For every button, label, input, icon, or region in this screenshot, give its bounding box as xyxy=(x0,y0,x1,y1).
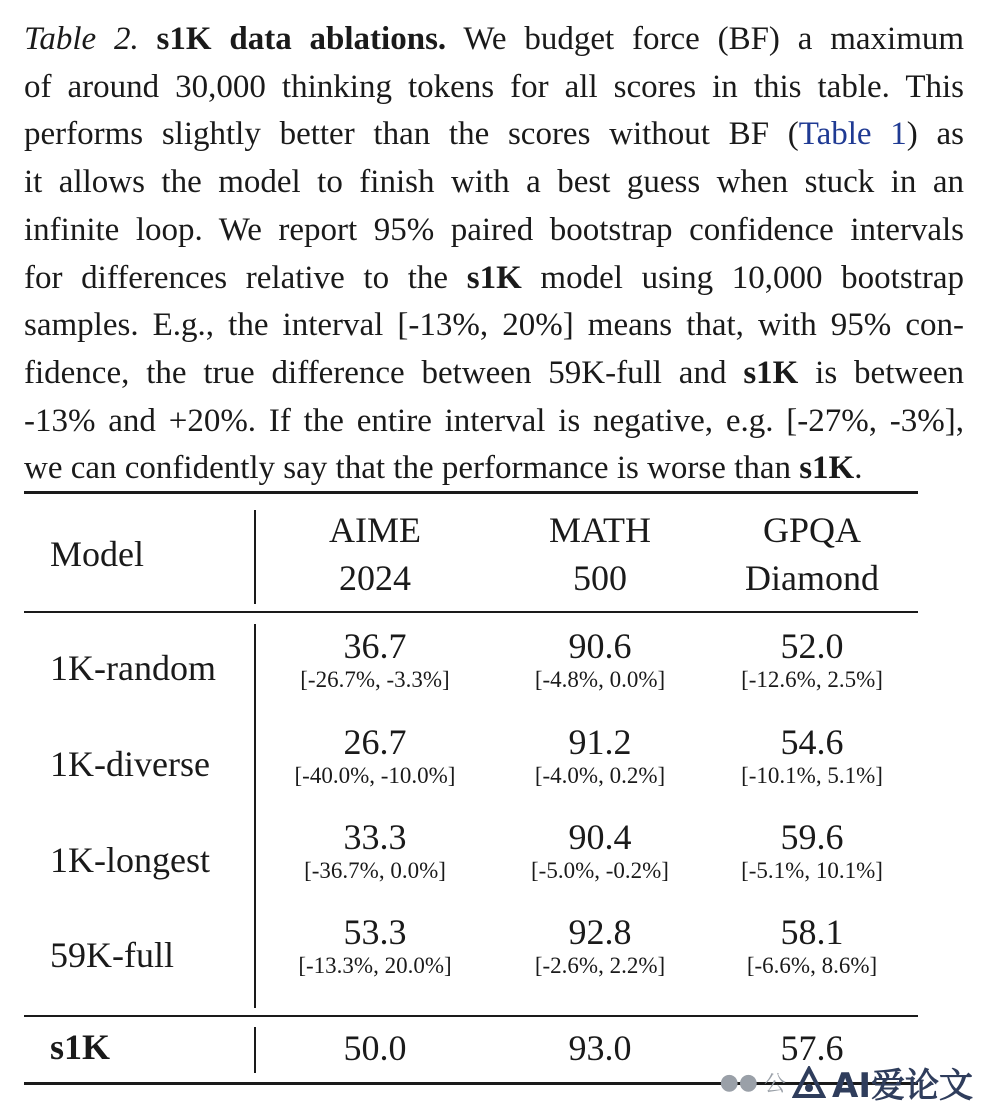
mid-rule xyxy=(24,1015,918,1017)
column-divider xyxy=(254,1027,256,1073)
score-value: 54.6 xyxy=(780,722,844,762)
score-value: 90.6 xyxy=(568,626,632,666)
confidence-interval: [-5.1%, 10.1%] xyxy=(741,858,883,883)
table-cell xyxy=(275,912,475,980)
confidence-interval: [-4.8%, 0.0%] xyxy=(534,667,666,692)
score-value: 36.7 xyxy=(343,626,407,666)
table-cell xyxy=(712,912,912,980)
table-cell xyxy=(275,817,475,885)
table-cell xyxy=(712,626,912,694)
confidence-interval: [-6.6%, 8.6%] xyxy=(746,953,878,978)
header-aime-line2: 2024 xyxy=(339,558,411,598)
column-divider xyxy=(254,624,256,1008)
score-value: 33.3 xyxy=(343,817,407,857)
score-value: 50.0 xyxy=(343,1028,407,1068)
caption-text: We budget force (BF) a maximum xyxy=(446,21,965,57)
header-gpqa xyxy=(712,506,912,602)
confidence-interval: [-4.0%, 0.2%] xyxy=(534,763,666,788)
score-value: 53.3 xyxy=(343,912,407,952)
confidence-interval: [-13.3%, 20.0%] xyxy=(298,953,452,978)
row-model-name: 1K-longest xyxy=(50,840,210,880)
header-math-line1: MATH xyxy=(548,510,651,550)
score-value: 92.8 xyxy=(568,912,632,952)
table-cell xyxy=(500,626,700,694)
confidence-interval: [-2.6%, 2.2%] xyxy=(534,953,666,978)
row-model-name-s1k: s1K xyxy=(50,1027,111,1067)
caption-text: it allows the model to finish with a best guess when stuck in an xyxy=(24,164,964,201)
confidence-interval: [-12.6%, 2.5%] xyxy=(741,667,883,692)
caption-bold: s1K xyxy=(466,259,522,296)
top-rule xyxy=(24,491,918,494)
table-cell xyxy=(500,912,700,980)
table-1-link[interactable]: Table 1 xyxy=(798,116,907,153)
table-cell xyxy=(275,722,475,790)
score-value: 26.7 xyxy=(343,722,407,762)
caption-text: ) as xyxy=(906,116,964,153)
row-model-name: 1K-random xyxy=(50,648,216,688)
score-value: 57.6 xyxy=(780,1028,844,1068)
table-cell xyxy=(500,722,700,790)
table-cell xyxy=(500,817,700,885)
score-value: 58.1 xyxy=(780,912,844,952)
header-aime xyxy=(275,506,475,602)
caption-text: . xyxy=(854,450,863,487)
score-value: 52.0 xyxy=(780,626,844,666)
header-gpqa-line1: GPQA xyxy=(762,510,861,550)
caption-text: we can confidently say that the performance is worse than xyxy=(24,450,800,487)
confidence-interval: [-26.7%, -3.3%] xyxy=(300,667,450,692)
caption-text: infinite loop. We report 95% paired bootstrap confidence intervals xyxy=(24,211,964,248)
row-model-name: 59K-full xyxy=(50,935,174,975)
score-value: 59.6 xyxy=(780,817,844,857)
header-gpqa-line2: Diamond xyxy=(745,558,879,598)
confidence-interval: [-40.0%, -10.0%] xyxy=(294,763,456,788)
caption-label: Table 2. xyxy=(24,21,139,57)
caption-text: fidence, the true difference between 59K-full and xyxy=(24,354,744,391)
table-cell xyxy=(712,817,912,885)
row-model-name: 1K-diverse xyxy=(50,744,210,784)
watermark-glyph: 公 xyxy=(764,1072,787,1097)
header-rule xyxy=(24,611,918,613)
table-caption xyxy=(24,16,964,493)
watermark xyxy=(720,1058,973,1107)
wechat-icon: ●● xyxy=(719,1070,759,1095)
caption-text: performs slightly better than the scores without BF ( xyxy=(24,116,799,153)
logo-icon xyxy=(792,1066,826,1100)
header-math-line2: 500 xyxy=(573,558,627,598)
caption-text: is between xyxy=(798,354,964,391)
caption-text: of around 30,000 thinking tokens for all scores in this table. This xyxy=(24,68,964,105)
header-model: Model xyxy=(50,534,144,574)
caption-bold: s1K xyxy=(799,450,855,487)
score-value: 90.4 xyxy=(568,817,632,857)
caption-text: -13% and +20%. If the entire interval is negative, e.g. [-27%, -3%], xyxy=(24,402,964,439)
confidence-interval: [-36.7%, 0.0%] xyxy=(304,858,446,883)
caption-text: for differences relative to the xyxy=(24,259,467,296)
header-math xyxy=(500,506,700,602)
caption-title: s1K data ablations. xyxy=(156,21,447,57)
table-cell xyxy=(275,626,475,694)
caption-bold: s1K xyxy=(743,354,799,391)
caption-text: samples. E.g., the interval [-13%, 20%] means that, with 95% con- xyxy=(24,307,964,344)
caption-text: model using 10,000 bootstrap xyxy=(521,259,964,296)
header-aime-line1: AIME xyxy=(329,510,421,550)
column-divider xyxy=(254,510,256,604)
confidence-interval: [-5.0%, -0.2%] xyxy=(531,858,669,883)
table-cell xyxy=(712,722,912,790)
score-value: 91.2 xyxy=(568,722,632,762)
watermark-text: AI爱论文 xyxy=(832,1066,973,1106)
confidence-interval: [-10.1%, 5.1%] xyxy=(741,763,883,788)
score-value: 93.0 xyxy=(568,1028,632,1068)
